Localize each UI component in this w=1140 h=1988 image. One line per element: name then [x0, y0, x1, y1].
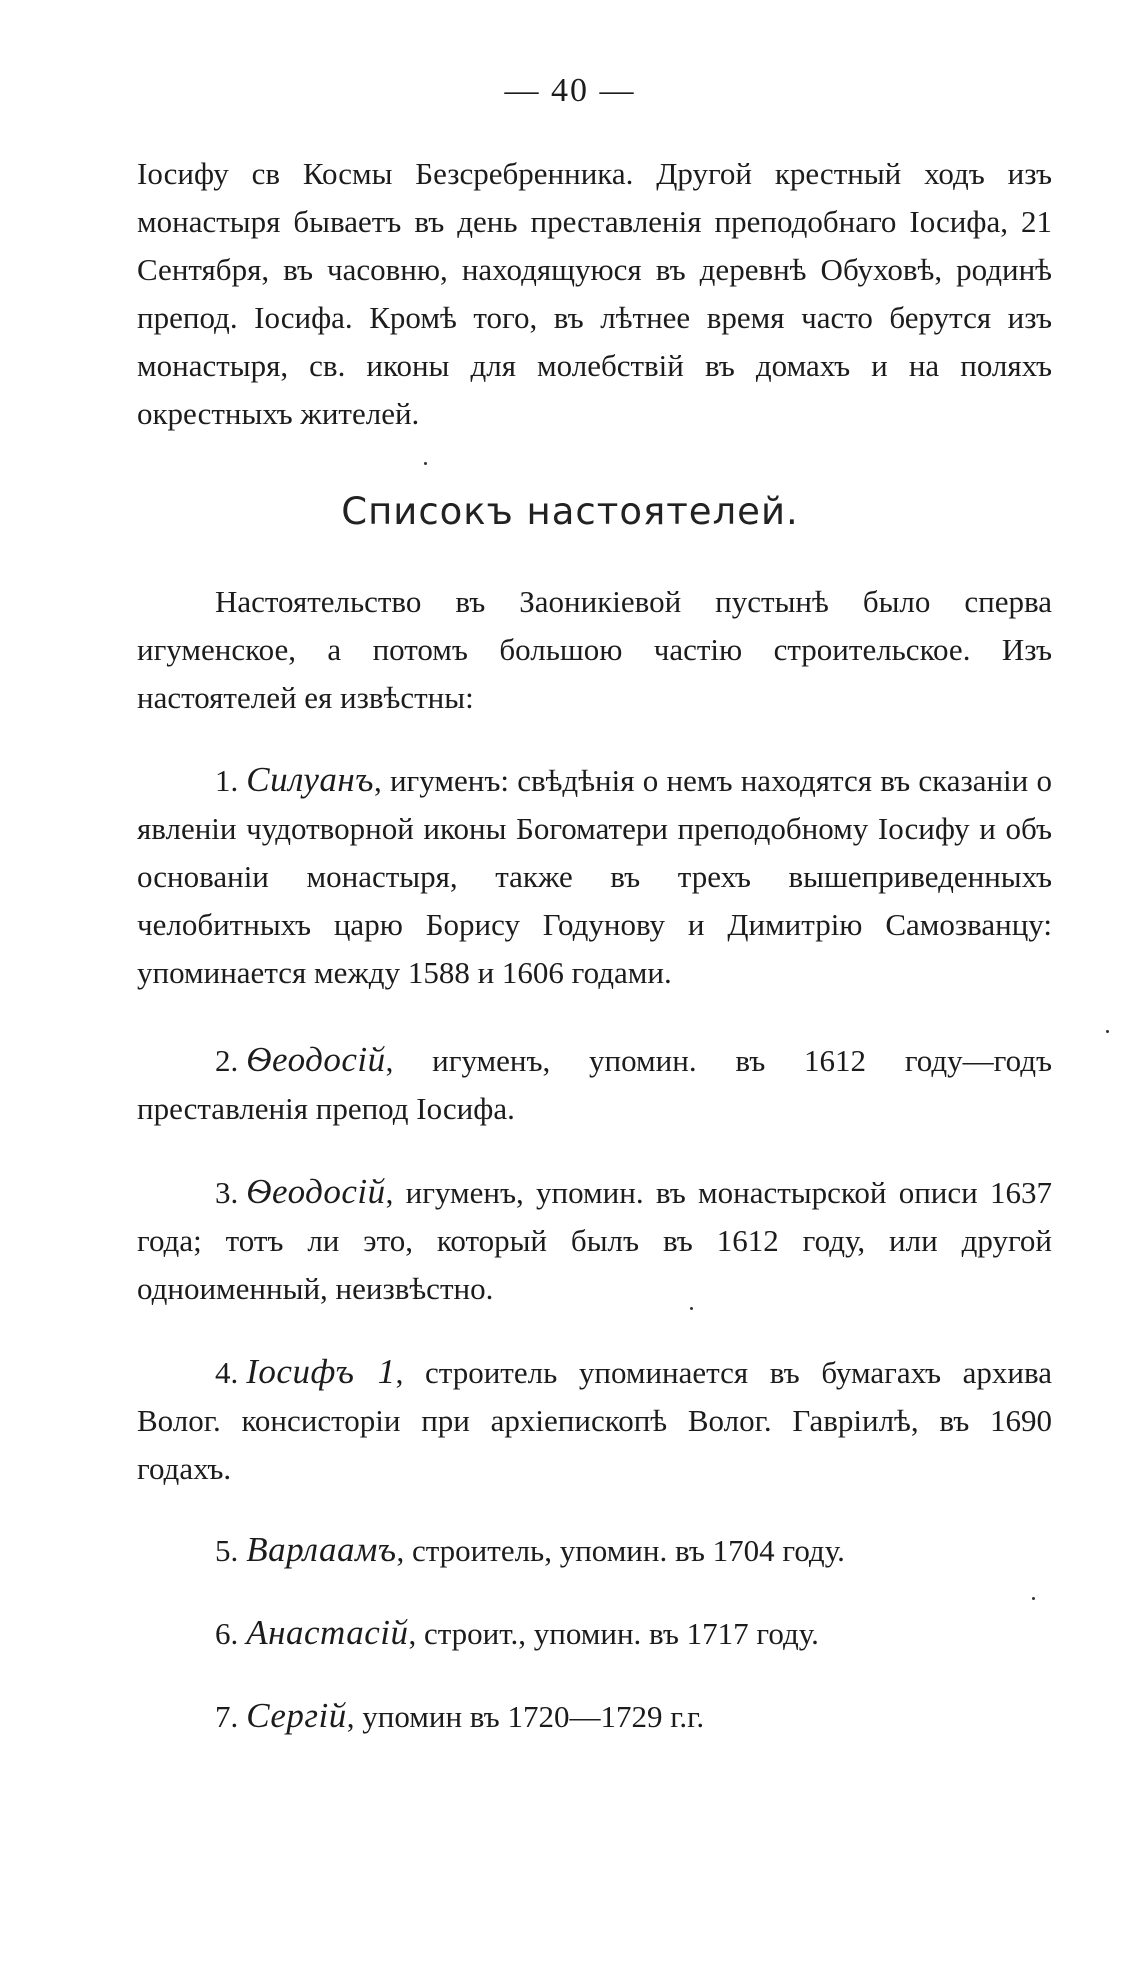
print-speck: [424, 462, 427, 465]
page-number: — 40 —: [504, 72, 636, 109]
list-item: [137, 1609, 1052, 1658]
entry-name: Іосифъ 1: [246, 1352, 396, 1391]
list-item: [137, 756, 1052, 997]
entry-text: , упомин въ 1720—1729 г.г.: [346, 1699, 705, 1734]
entry-name: Сергій: [246, 1696, 347, 1735]
intro-paragraph: Іосифу св Космы Безсребренника. Другой крестный ходъ изъ монастыря бываетъ въ день преставленія преподобнаго Іосифа, 21 Сентября, въ часовню, находящуюся въ деревнѣ Обуховѣ, родинѣ препод. Іосифа. Кромѣ того, въ лѣтнее время часто берутся изъ монастыря, св. иконы для молебствій въ домахъ и на поляхъ окрестныхъ жителей.: [137, 156, 1052, 431]
print-speck: [1032, 1597, 1035, 1600]
entry-number: 7.: [215, 1699, 239, 1734]
entry-name: Силуанъ: [246, 760, 374, 799]
list-item: [137, 1348, 1052, 1493]
entry-text: , строит., упомин. въ 1717 году.: [408, 1616, 819, 1651]
entry-text: , игуменъ: свѣдѣнія о немъ находятся въ сказаніи о явленіи чудотворной иконы Богоматери преподобному Іосифу и объ основаніи монастыря, также въ трехъ вышеприведенныхъ челобитныхъ царю Борису Годунову и Димитрію Самозванцу: упоминается между 1588 и 1606 годами.: [137, 763, 1052, 990]
print-speck: [690, 1307, 693, 1310]
entry-name: Ѳеодосій: [246, 1040, 386, 1079]
entry-name: Варлаамъ: [246, 1530, 397, 1569]
entry-text: , строитель, упомин. въ 1704 году.: [396, 1533, 845, 1568]
entry-number: 6.: [215, 1616, 239, 1651]
entry-text: , игуменъ, упомин. въ 1612 году—годъ преставленія препод Іосифа.: [137, 1043, 1052, 1126]
print-speck: [1106, 1030, 1109, 1033]
entry-number: 3.: [215, 1175, 239, 1210]
entry-text: , строитель упоминается въ бумагахъ архива Волог. консисторіи при архіепископѣ Волог. Гавріилѣ, въ 1690 годахъ.: [137, 1355, 1052, 1486]
entry-text: , игуменъ, упомин. въ монастырской описи 1637 года; тотъ ли это, который былъ въ 1612 году, или другой одноименный, неизвѣстно.: [137, 1175, 1052, 1306]
entry-number: 1.: [215, 763, 239, 798]
entry-name: Ѳеодосій: [246, 1172, 386, 1211]
entry-name: Анастасій: [246, 1613, 409, 1652]
list-item: [137, 1526, 1052, 1575]
list-item: [137, 1692, 1052, 1741]
entry-number: 2.: [215, 1043, 239, 1078]
list-item: [137, 1168, 1052, 1313]
section-heading: Списокъ настоятелей.: [341, 490, 799, 533]
entry-number: 4.: [215, 1355, 239, 1390]
section-preface: Настоятельство въ Заоникіевой пустынѣ было сперва игуменское, а потомъ большою частію строительское. Изъ настоятелей ея извѣстны:: [137, 584, 1052, 715]
list-item: [137, 1036, 1052, 1133]
entry-number: 5.: [215, 1533, 239, 1568]
